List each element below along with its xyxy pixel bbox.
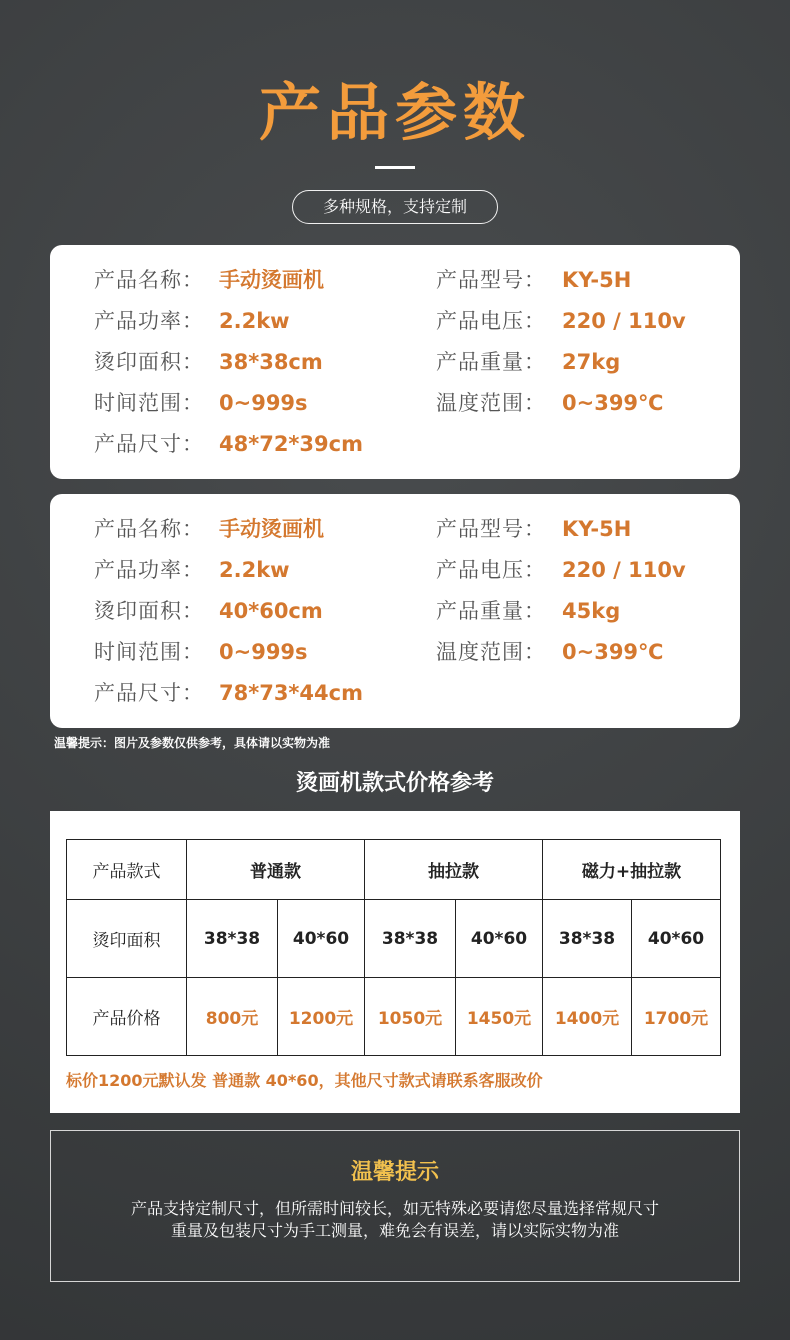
spec-value: 0~399℃	[562, 640, 664, 664]
spec-row	[50, 509, 740, 550]
spec-value: 0~999s	[219, 640, 308, 664]
spec-value: 220 / 110v	[562, 309, 686, 333]
area-cell: 40*60	[632, 900, 721, 978]
spec-row	[50, 632, 740, 673]
price-cell: 800元	[187, 978, 278, 1056]
spec-card-1	[50, 245, 740, 479]
price-cell: 1450元	[456, 978, 543, 1056]
price-cell: 1200元	[278, 978, 365, 1056]
spec-value: 27kg	[562, 350, 621, 374]
spec-label: 产品名称：	[94, 268, 204, 292]
reminder-title: 温馨提示	[350, 1160, 439, 1185]
spec-label: 产品重量：	[436, 599, 546, 623]
spec-label: 产品功率：	[94, 309, 204, 333]
table-row	[67, 840, 721, 900]
spec-card-2	[50, 494, 740, 728]
spec-label: 产品型号：	[436, 268, 546, 292]
spec-value: 手动烫画机	[219, 268, 324, 292]
spec-row	[50, 424, 740, 465]
table-row	[67, 900, 721, 978]
spec-label: 产品名称：	[94, 517, 204, 541]
table-row	[67, 978, 721, 1056]
spec-row	[50, 673, 740, 714]
spec-row	[50, 591, 740, 632]
spec-label: 烫印面积：	[94, 350, 204, 374]
price-cell: 1700元	[632, 978, 721, 1056]
row-label-price: 产品价格	[67, 978, 187, 1056]
spec-label: 产品尺寸：	[94, 432, 204, 456]
area-cell: 38*38	[543, 900, 632, 978]
page-title: 产品参数	[258, 76, 531, 149]
spec-label: 时间范围：	[94, 391, 204, 415]
subtitle-pill: 多种规格，支持定制	[292, 190, 498, 224]
spec-value: 45kg	[562, 599, 621, 623]
spec-value: KY-5H	[562, 517, 632, 541]
row-label-area: 烫印面积	[67, 900, 187, 978]
spec-value: 2.2kw	[219, 558, 290, 582]
spec-label: 温度范围：	[436, 391, 546, 415]
area-cell: 38*38	[187, 900, 278, 978]
price-panel	[50, 811, 740, 1113]
spec-value: 2.2kw	[219, 309, 290, 333]
spec-label: 温度范围：	[436, 640, 546, 664]
spec-value: KY-5H	[562, 268, 632, 292]
spec-value: 0~999s	[219, 391, 308, 415]
reminder-box	[50, 1130, 740, 1282]
price-cell: 1400元	[543, 978, 632, 1056]
spec-value: 48*72*39cm	[219, 432, 363, 456]
area-cell: 38*38	[365, 900, 456, 978]
area-cell: 40*60	[456, 900, 543, 978]
spec-label: 产品尺寸：	[94, 681, 204, 705]
title-underline	[375, 166, 415, 169]
price-heading: 烫画机款式价格参考	[295, 771, 494, 796]
spec-value: 0~399℃	[562, 391, 664, 415]
reminder-line: 重量及包装尺寸为手工测量，难免会有误差，请以实际实物为准	[170, 1221, 619, 1240]
spec-label: 产品重量：	[436, 350, 546, 374]
spec-row	[50, 260, 740, 301]
spec-label: 产品电压：	[436, 558, 546, 582]
price-footnote: 标价1200元默认发 普通款 40*60，其他尺寸款式请联系客服改价	[66, 1071, 543, 1090]
spec-row	[50, 342, 740, 383]
spec-row	[50, 550, 740, 591]
style-header: 抽拉款	[365, 840, 543, 900]
style-header: 磁力+抽拉款	[543, 840, 721, 900]
spec-label: 产品电压：	[436, 309, 546, 333]
style-header: 普通款	[187, 840, 365, 900]
area-cell: 40*60	[278, 900, 365, 978]
spec-label: 产品功率：	[94, 558, 204, 582]
price-cell: 1050元	[365, 978, 456, 1056]
small-notice: 温馨提示：图片及参数仅供参考，具体请以实物为准	[54, 736, 331, 750]
spec-value: 220 / 110v	[562, 558, 686, 582]
spec-value: 手动烫画机	[219, 517, 324, 541]
spec-value: 78*73*44cm	[219, 681, 363, 705]
spec-label: 时间范围：	[94, 640, 204, 664]
spec-value: 40*60cm	[219, 599, 323, 623]
price-table	[66, 839, 721, 1056]
spec-row	[50, 383, 740, 424]
spec-label: 烫印面积：	[94, 599, 204, 623]
row-label-style: 产品款式	[67, 840, 187, 900]
reminder-line: 产品支持定制尺寸，但所需时间较长，如无特殊必要请您尽量选择常规尺寸	[130, 1199, 659, 1218]
spec-row	[50, 301, 740, 342]
spec-label: 产品型号：	[436, 517, 546, 541]
spec-value: 38*38cm	[219, 350, 323, 374]
